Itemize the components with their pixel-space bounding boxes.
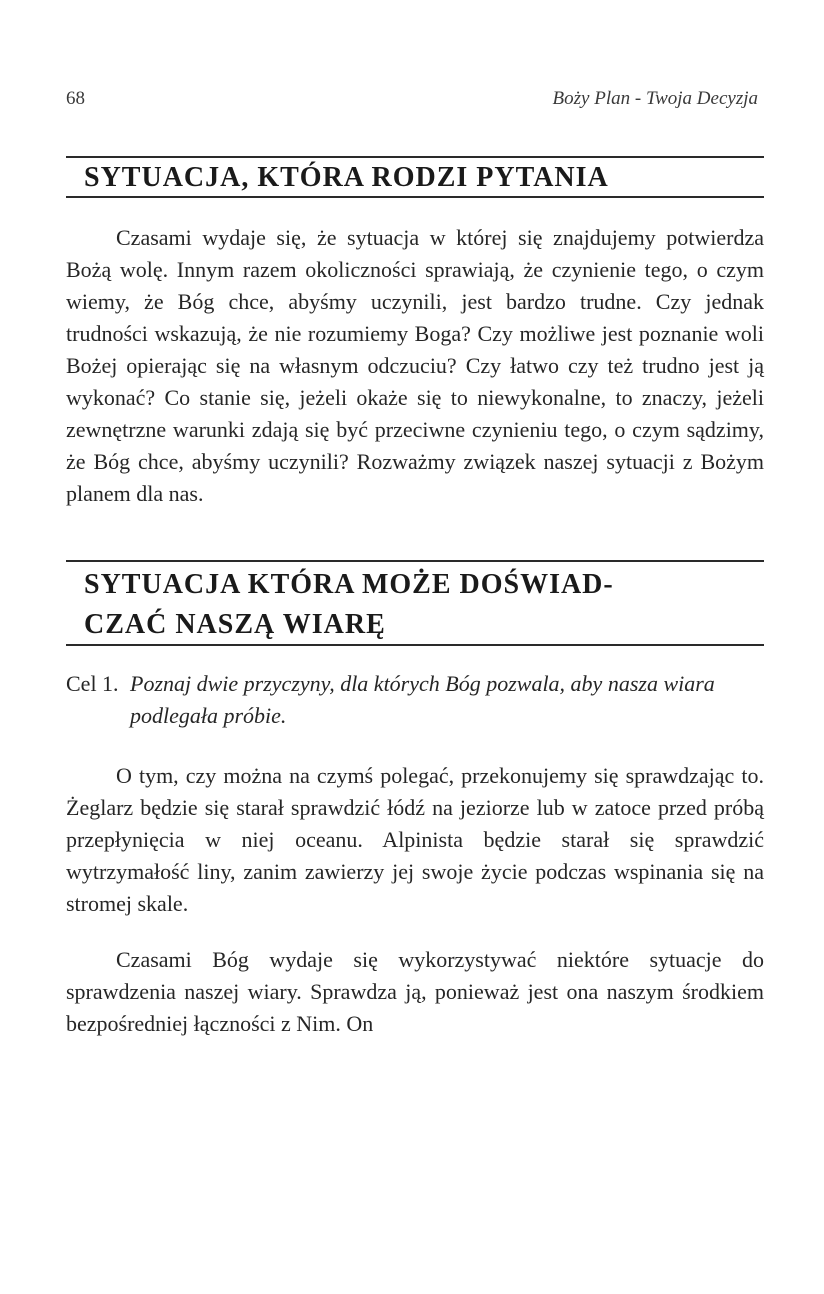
book-title: Boży Plan - Twoja Decyzja: [552, 88, 758, 109]
goal-text: Poznaj dwie przyczyny, dla których Bóg pozwala, aby nasza wiara podlegała próbie.: [130, 671, 715, 728]
goal-label: Cel 1.: [66, 671, 119, 696]
book-page: [66, 88, 764, 1040]
section-heading-1: [66, 156, 764, 198]
section-2-paragraph-1: O tym, czy można na czymś polegać, przekonujemy się sprawdzając to. Żeglarz będzie się starał sprawdzić łódź na jeziorze lub w zatoce przed próbą przepłynięcia w niej oceanu. Alpinista będzie starał się sprawdzić wytrzymałość liny, zanim zawierzy jej swoje życie podczas wspinania się na stromej skale.: [66, 763, 764, 916]
running-head: [66, 88, 764, 118]
section-title-2-line-2: CZAĆ NASZĄ WIARĘ: [84, 609, 386, 640]
section-2-paragraph-2: Czasami Bóg wydaje się wykorzystywać niektóre sytuacje do sprawdzenia naszej wiary. Sprawdza ją, ponieważ jest ona naszym środkiem bezpośredniej łączności z Nim. On: [66, 947, 764, 1036]
section-title-2: [66, 562, 764, 645]
learning-goal: [66, 668, 764, 732]
section-1-paragraph: Czasami wydaje się, że sytuacja w której się znajdujemy potwierdza Bożą wolę. Innym razem okoliczności sprawiają, że czynienie tego, o czym wiemy, że Bóg chce, abyśmy uczynili, jest bardzo trudne. Czy jednak trudności wskazują, że nie rozumiemy Boga? Czy możliwe jest poznanie woli Bożej opierając się na własnym odczuciu? Czy łatwo czy też trudno jest ją wykonać? Co stanie się, jeżeli okaże się to niewykonalne, to znaczy, jeżeli zewnętrzne warunki zdają się być przeciwne czynieniu tego, o czym sądzimy, że Bóg chce, abyśmy uczynili? Rozważmy związek naszej sytuacji z Bożym planem dla nas.: [66, 225, 764, 506]
page-number: 68: [66, 88, 85, 109]
section-heading-2: [66, 560, 764, 646]
section-title-2-line-1: SYTUACJA KTÓRA MOŻE DOŚWIAD-: [84, 569, 614, 600]
section-title-1: SYTUACJA, KTÓRA RODZI PYTANIA: [84, 162, 609, 193]
